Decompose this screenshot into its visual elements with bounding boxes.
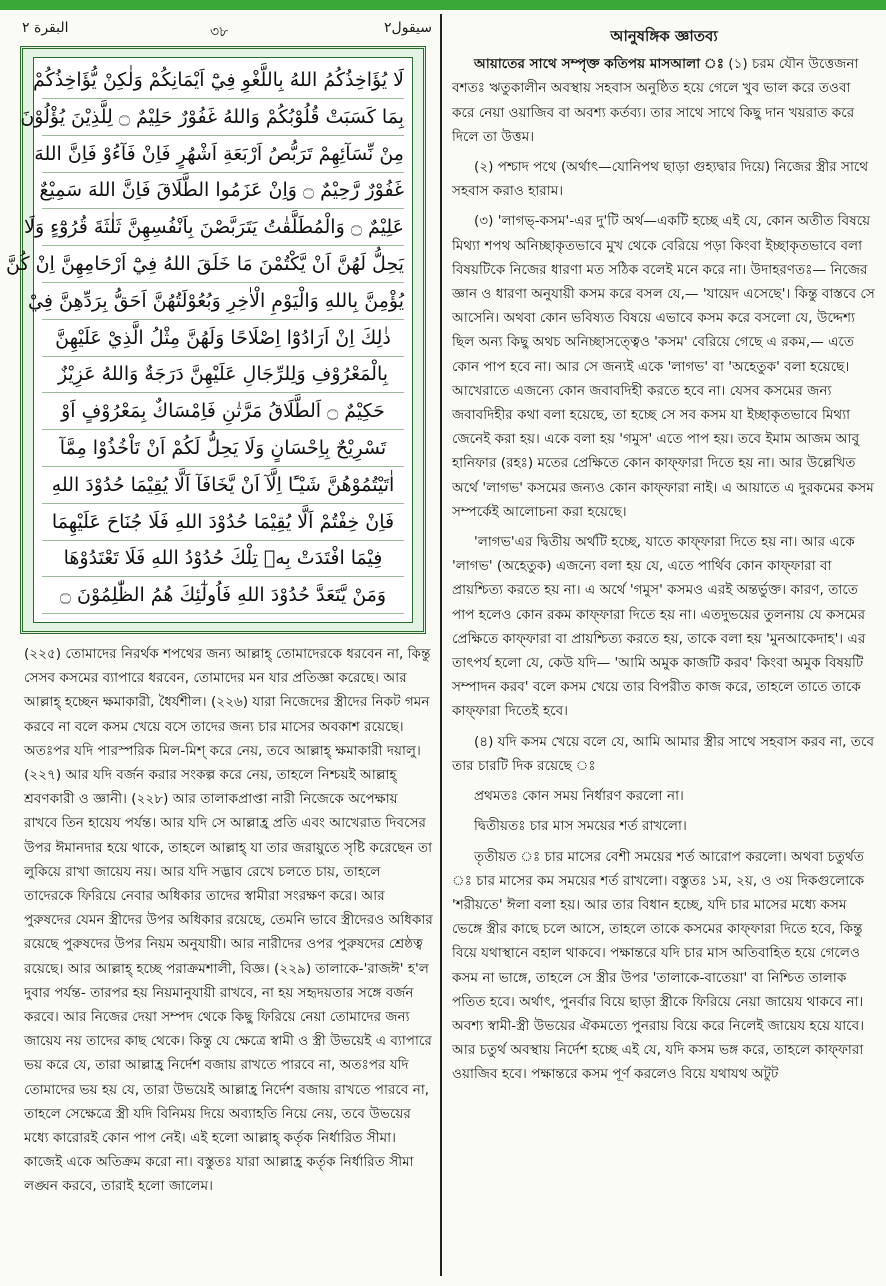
quran-line: مِنْ نِّسَآئِهِمْ تَرَبُّصُ اَرْبَعَةِ اَشْهُرٍ فَاِنْ فَآءُوْ فَاِنَّ اللهَ (42, 136, 404, 173)
para-name: سيقول٢ (384, 20, 432, 36)
commentary-para-2: (২) পশ্চাদ পথে (অর্থাৎ—যোনিপথ ছাড়া গুহ্যদ্বার দিয়ে) নিজের স্ত্রীর সাথে সহবাস করাও হারাম। (452, 159, 869, 200)
commentary-para-4: 'লাগভ'এর দ্বিতীয় অর্থটি হচ্ছে, যাতে কাফ্ফারা দিতে হয় না। আর একে 'লাগভ' (অহেতুক) এজন্যে বলা হয় যে, এতে পার্থিব কোন কাফ্ফারা বা প্রায়শ্চিত্য করতে হয় না। এ অর্থে 'গমুস' কসমও এরই অন্তর্ভুক্ত। কারণ, তাতে পাপ হলেও কোন রকম কাফ্ফারা দিতে হয় না। এতদুভয়ের তুলনায় যে কসমের প্রেক্ষিতে কাফ্ফারা বা প্রায়শ্চিত্য করতে হয়, তাকে বলা হয় 'মুনআকেদাহ'। এর তাৎপর্য হলো যে, কেউ যদি— 'আমি অমুক কাজটি করব' কিংবা অমুক বিষয়টি সম্পাদন করব' বলে কসম খেয়ে তার বিপরীত কাজ করে, তাহলে তাতে তাকে কাফ্ফারা দিতেই হবে। (452, 534, 866, 720)
commentary-title: আনুষঙ্গিক জ্ঞাতব্য (610, 27, 718, 45)
quran-line: وَمَنْ يَّتَعَدَّ حُدُوْدَ اللهِ فَاُولٰٓئِكَ هُمُ الظّٰلِمُوْنَ ۝ (42, 577, 404, 614)
commentary-para-6: প্রথমতঃ কোন সময় নির্ধারণ করলো না। (474, 788, 684, 805)
quran-line: حَكِيْمٌ ۝ اَلطَّلَاقُ مَرَّتٰنِ فَاِمْسَاكٌ بِمَعْرُوْفٍ اَوْ (42, 393, 404, 430)
commentary-para-7: দ্বিতীয়তঃ চার মাস সময়ের শর্ত রাখলো। (474, 818, 687, 835)
quran-line: لَا يُؤَاخِذُكُمُ اللهُ بِاللَّغْوِ فِيْٓ اَيْمَانِكُمْ وَلٰكِنْ يُّؤَاخِذُكُمْ (42, 62, 404, 99)
quran-line: فَاِنْ خِفْتُمْ اَلَّا يُقِيْمَا حُدُوْدَ اللهِ فَلَا جُنَاحَ عَلَيْهِمَا (42, 504, 404, 541)
top-color-bar (0, 0, 886, 10)
quran-line: بِالْمَعْرُوْفِ وَلِلرِّجَالِ عَلَيْهِنَّ دَرَجَةٌ وَاللهُ عَزِيْزٌ (42, 356, 404, 393)
quran-line: غَفُوْرٌ رَّحِيْمٌ ۝ وَاِنْ عَزَمُوا الطَّلَاقَ فَاِنَّ اللهَ سَمِيْعٌ (42, 172, 404, 209)
quran-line: ذٰلِكَ اِنْ اَرَادُوْٓا اِصْلَاحًا وَلَهُنَّ مِثْلُ الَّذِيْ عَلَيْهِنَّ (42, 320, 404, 357)
translation-text (24, 642, 434, 1199)
commentary-para-1-text: (১) চরম যৌন উত্তেজনা বশতঃ ঋতুকালীন অবস্থায় সহবাস অনুষ্ঠিত হয়ে গেলে খুব ভাল করে তওবা করে নেয়া ওয়াজিব বা অবশ্য কর্তব্য। তার সাথে সাথে কিছু দান খয়রাত করে দিলে তা উত্তম। (452, 56, 859, 145)
quran-text-inner (6, 57, 413, 623)
commentary-para-3: (৩) 'লাগভ্-কসম'-এর দু'টি অর্থ—একটি হচ্ছে এই যে, কোন অতীত বিষয়ে মিথ্যা শপথ অনিচ্ছাকৃতভাবে মুখ থেকে বেরিয়ে পড়া কিংবা ইচ্ছাকৃতভাবে বলা বিষয়টিকে নিজের ধারণা মত সঠিক বলেই মনে করে না। উদাহরণতঃ— নিজের জ্ঞান ও ধারণা অনুযায়ী কসম করে বসল যে,— 'যায়েদ এসেছে'। কিন্তু বাস্তবে সে আসেনি। অথবা কোন ভবিষ্যত বিষয়ে এভাবে কসম করে বসলো যে, উদ্দেশ্য ছিল অন্য কিছু অথচ অনিচ্ছাসত্ত্বেও 'কসম' বেরিয়ে গেছে এ রকম,— এতে কোন পাপ হবে না। আর সে জন্যই একে 'লাগভ' বা 'অহেতুক' বলা হয়েছে। আখেরাতে এজন্যে কোন জবাবদিহী করতে হবে না। যেসব কসমের জন্য জবাবদিহীর কথা বলা হয়েছে, তা হচ্ছে সে সব কসম যা ইচ্ছাকৃতভাবে মিথ্যা জেনেই করা হয়। একে বলা হয় 'গমুস' এতে পাপ হয়। তবে ইমাম আজম আবু হানিফার (রহঃ) মতের প্রেক্ষিতে কোন কাফ্ফারা দিতে হয় না। আর উল্লেখিত অর্থে 'লাগভ' কসমের জন্যও কোন কাফ্ফারা নাই। এ আয়াতে এ দুরকমের কসম সম্পর্কেই আলোচনা করা হয়েছে। (452, 213, 875, 520)
commentary-para-1 (452, 52, 876, 149)
masala-heading: আয়াতের সাথে সম্পৃক্ত কতিপয় মাসআলা ঃ (474, 56, 724, 73)
quran-line: تَسْرِيْحٌ بِاِحْسَانٍ وَلَا يَحِلُّ لَكُمْ اَنْ تَاْخُذُوْا مِمَّآ (42, 430, 404, 467)
page-number: ৩৮ (210, 24, 229, 40)
commentary-para-5: (৪) যদি কসম খেয়ে বলে যে, আমি আমার স্ত্রীর সাথে সহবাস করব না, তবে তার চারটি দিক রয়েছে ঃ (452, 733, 875, 774)
page (0, 10, 886, 1286)
quran-line: عَلِيْمٌ ۝ وَالْمُطَلَّقٰتُ يَتَرَبَّصْنَ بِاَنْفُسِهِنَّ ثَلٰثَةَ قُرُوْٓءٍ وَلَا (42, 209, 404, 246)
quran-line: بِمَا كَسَبَتْ قُلُوْبُكُمْ وَاللهُ غَفُوْرٌ حَلِيْمٌ ۝ لِلَّذِيْنَ يُؤْلُوْنَ (42, 99, 404, 136)
commentary-para-8: তৃতীয়ত ঃ চার মাসের বেশী সময়ের শর্ত আরোপ করলো। অথবা চতুর্থত ঃ চার মাসের কম সময়ের শর্ত রাখলো। বস্তুতঃ ১ম, ২য়, ও ৩য় দিকগুলোকে 'শরীয়তে' ঈলা বলা হয়। আর তার বিধান হচ্ছে, যদি চার মাসের মধ্যে কসম ভেঙ্গে স্ত্রীর কাছে চলে আসে, তাহলে তাকে কসমের কাফ্ফারা দিতে হবে, কিন্তু বিয়ে যথাস্থানে বহাল থাকবে। পক্ষান্তরে যদি চার মাস অতিবাহিত হয়ে গেলেও কসম না ভাঙ্গে, তাহলে সে স্ত্রীর উপর 'তালাকে-বাতেয়া' বা নিশ্চিত তালাক পতিত হবে। অর্থাৎ, পুনর্বার বিয়ে ছাড়া স্ত্রীকে ফিরিয়ে নেয়া জায়েয থাকবে না। অবশ্য স্বামী-স্ত্রী উভয়ের ঐকমত্যে পুনরায় বিয়ে করে নিলেই জায়েয হয়ে যাবে। আর চতুর্থ অবস্থায় নির্দেশ হচ্ছে এই যে, যদি কসম ভঙ্গ করে, তাহলে কাফ্ফারা ওয়াজিব হবে। পক্ষান্তরে কসম পূর্ণ করলেও বিয়ে যথাযথ অটুট (452, 848, 865, 1083)
page-header (10, 18, 442, 40)
translation-paragraph: (২২৫) তোমাদের নিরর্থক শপথের জন্য আল্লাহ্ তোমাদেরকে ধরবেন না, কিন্তু সেসব কসমের ব্যাপারে ধরবেন, তোমাদের মন যার প্রতিজ্ঞা করেছে। আর আল্লাহ্ হচ্ছেন ক্ষমাকারী, ধৈর্যশীল। (২২৬) যারা নিজেদের স্ত্রীদের নিকট গমন করবে না বলে কসম খেয়ে বসে তাদের জন্য চার মাসের অবকাশ রয়েছে। অতঃপর যদি পারস্পরিক মিল-মিশ্ করে নেয়, তবে আল্লাহ্ ক্ষমাকারী দয়ালু। (২২৭) আর যদি বর্জন করার সংকল্প করে নেয়, তাহলে নিশ্চয়ই আল্লাহ্ শ্রবণকারী ও জ্ঞানী। (২২৮) আর তালাকপ্রাপ্তা নারী নিজেকে অপেক্ষায় রাখবে তিন হায়েয পর্যন্ত। আর যদি সে আল্লাহ্র প্রতি এবং আখেরাত দিবসের উপর ঈমানদার হয়ে থাকে, তাহলে আল্লাহ্ যা তার জরায়ুতে সৃষ্টি করেছেন তা লুকিয়ে রাখা জায়েয নয়। আর যদি সদ্ভাব রেখে চলতে চায়, তাহলে তাদেরকে ফিরিয়ে নেবার অধিকার তাদের স্বামীরা সংরক্ষণ করে। আর পুরুষদের যেমন স্ত্রীদের উপর অধিকার রয়েছে, তেমনি ভাবে স্ত্রীদেরও অধিকার রয়েছে পুরুষদের উপর নিয়ম অনুযায়ী। আর নারীদের ওপর পুরুষদের শ্রেষ্ঠত্ব রয়েছে। আর আল্লাহ্ হচ্ছে পরাক্রমশালী, বিজ্ঞ। (২২৯) তালাকে-'রাজঈ' হ'ল দুবার পর্যন্ত- তারপর হয় নিয়মানুযায়ী রাখবে, না হয় সহৃদয়তার সঙ্গে বর্জন করবে। আর নিজের দেয়া সম্পদ থেকে কিছু ফিরিয়ে নেয়া তোমাদের জন্য জায়েয নয় তাদের কাছ থেকে। কিন্তু যে ক্ষেত্রে স্বামী ও স্ত্রী উভয়েই এ ব্যাপারে ভয় করে যে, তারা আল্লাহ্র নির্দেশ বজায় রাখতে পারবে না, অতঃপর যদি তোমাদের ভয় হয় যে, তারা উভয়েই আল্লাহ্র নির্দেশ বজায় রাখতে পারবে না, তাহলে সেক্ষেত্রে স্ত্রী যদি বিনিময় দিয়ে অব্যাহতি নিয়ে নেয়, তবে উভয়ের মধ্যে কারোরই কোন পাপ নেই। এই হলো আল্লাহ্ কর্তৃক নির্ধারিত সীমা। কাজেই একে অতিক্রম করো না। বস্তুতঃ যারা আল্লাহ্র কর্তৃক নির্ধারিত সীমা লঙ্ঘন করবে, তারাই হলো জালেম। (24, 646, 433, 1195)
column-divider (440, 14, 442, 1276)
quran-line: يَحِلُّ لَهُنَّ اَنْ يَّكْتُمْنَ مَا خَلَقَ اللهُ فِيْٓ اَرْحَامِهِنَّ اِنْ كُنَّ (42, 246, 404, 283)
surah-name: البقرة ٢ (22, 20, 69, 36)
quran-line: اٰتَيْتُمُوْهُنَّ شَيْـًٔا اِلَّآ اَنْ يَّخَافَآ اَلَّا يُقِيْمَا حُدُوْدَ اللهِ (42, 467, 404, 504)
quran-text-box (6, 46, 426, 634)
quran-line: يُؤْمِنَّ بِاللهِ وَالْيَوْمِ الْاٰخِرِ وَبُعُوْلَتُهُنَّ اَحَقُّ بِرَدِّهِنَّ فِيْ (42, 283, 404, 320)
quran-line: فِيْمَا افْتَدَتْ بِهٖ تِلْكَ حُدُوْدُ اللهِ فَلَا تَعْتَدُوْهَا (42, 540, 404, 577)
commentary-column (452, 24, 876, 1093)
